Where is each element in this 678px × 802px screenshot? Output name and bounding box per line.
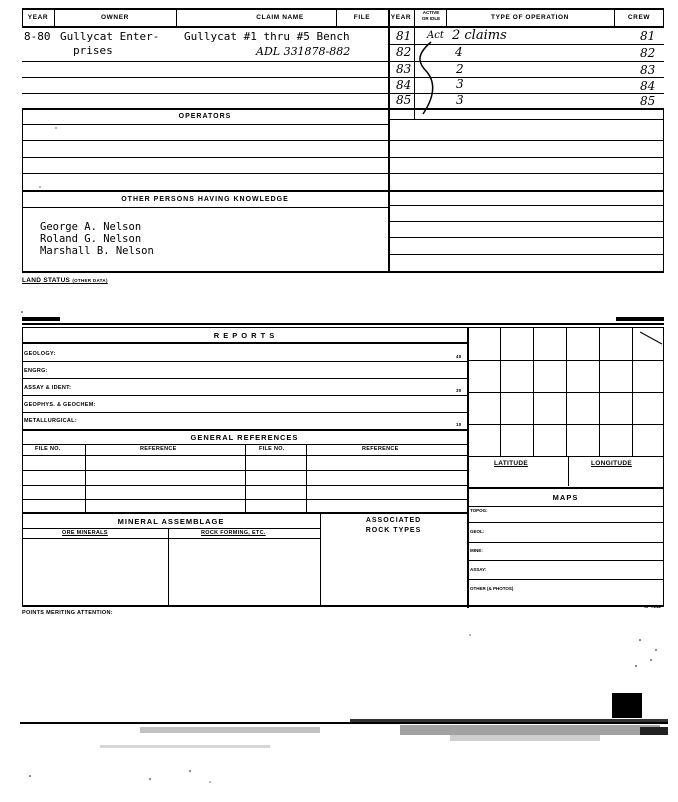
op-type-4: 3 bbox=[456, 77, 464, 91]
op-year-5: 85 bbox=[396, 93, 412, 107]
maps-mine: MINE: bbox=[470, 548, 483, 553]
mineral-title: MINERAL ASSEMBLAGE bbox=[117, 517, 225, 526]
claim-name: Gullycat #1 thru #5 Bench bbox=[184, 30, 350, 43]
op-type-2: 4 bbox=[455, 45, 463, 59]
op-crew-5: 85 bbox=[640, 94, 656, 108]
report-metallurgical: METALLURGICAL: bbox=[24, 418, 77, 424]
op-year-1: 81 bbox=[396, 29, 412, 43]
operators-title: OPERATORS bbox=[178, 113, 232, 120]
maps-assay: ASSAY: bbox=[470, 567, 487, 572]
report-metallurgical-num: 10 bbox=[456, 422, 462, 427]
op-crew-3: 83 bbox=[640, 63, 656, 77]
gr-file-no-2: FILE NO. bbox=[259, 446, 285, 452]
op-crew-2: 82 bbox=[640, 46, 656, 60]
op-year-2: 82 bbox=[396, 45, 412, 59]
report-geology: GEOLOGY: bbox=[24, 351, 56, 357]
header-year-2: YEAR bbox=[390, 14, 412, 21]
op-crew-1: 81 bbox=[640, 29, 656, 43]
gr-file-no: FILE NO. bbox=[35, 446, 61, 452]
report-assay: ASSAY & IDENT: bbox=[24, 385, 72, 391]
knowledge-title: OTHER PERSONS HAVING KNOWLEDGE bbox=[121, 196, 289, 203]
claim-year: 8-80 bbox=[24, 30, 51, 43]
general-references-title: GENERAL REFERENCES bbox=[190, 433, 299, 442]
op-year-4: 84 bbox=[396, 78, 412, 92]
mineral-associated-2: ROCK TYPES bbox=[365, 527, 422, 534]
mineral-associated-1: ASSOCIATED bbox=[365, 517, 422, 524]
claim-owner-line1: Gullycat Enter- bbox=[60, 30, 160, 43]
header-owner: OWNER bbox=[101, 14, 129, 21]
person-1: George A. Nelson bbox=[40, 221, 142, 233]
op-crew-4: 84 bbox=[640, 79, 656, 93]
points-meriting-attention: POINTS MERITING ATTENTION: bbox=[22, 610, 113, 616]
maps-geol: GEOL: bbox=[470, 529, 485, 534]
header-active-2: OR IDLE bbox=[421, 16, 441, 21]
maps-title: MAPS bbox=[552, 493, 579, 502]
claim-adl-number: ADL 331878-882 bbox=[256, 45, 351, 58]
mineral-rock: ROCK FORMING, ETC. bbox=[201, 530, 266, 536]
form-number: SF 7212 bbox=[644, 604, 662, 609]
mineral-ore: ORE MINERALS bbox=[62, 530, 108, 536]
report-assay-num: 30 bbox=[456, 388, 462, 393]
person-2: Roland G. Nelson bbox=[40, 233, 142, 245]
report-engrg: ENGRG: bbox=[24, 368, 48, 374]
header-file: FILE bbox=[353, 14, 371, 21]
gr-reference: REFERENCE bbox=[140, 446, 177, 452]
op-type-5: 3 bbox=[456, 93, 464, 107]
longitude-label: LONGITUDE bbox=[591, 460, 632, 467]
person-3: Marshall B. Nelson bbox=[40, 245, 154, 257]
report-geophys: GEOPHYS. & GEOCHEM: bbox=[24, 402, 96, 408]
gr-reference-2: REFERENCE bbox=[362, 446, 399, 452]
land-status-sub: (OTHER DATA) bbox=[72, 278, 108, 283]
header-active-1: ACTIVE bbox=[422, 10, 440, 15]
latitude-label: LATITUDE bbox=[494, 460, 529, 467]
reports-title: R E P O R T S bbox=[213, 331, 276, 340]
header-year: YEAR bbox=[27, 14, 49, 21]
header-crew: CREW bbox=[627, 14, 651, 21]
claim-owner-line2: prises bbox=[73, 44, 113, 57]
header-type-of-operation: TYPE OF OPERATION bbox=[491, 14, 569, 21]
maps-topog: TOPOG: bbox=[470, 508, 488, 513]
op-type-3: 2 bbox=[456, 62, 464, 76]
op-year-3: 83 bbox=[396, 62, 412, 76]
report-geology-num: 40 bbox=[456, 354, 462, 359]
op-type-1: 2 claims bbox=[452, 28, 507, 43]
land-status-main: LAND STATUS bbox=[22, 277, 71, 284]
op-active-1: Act bbox=[427, 30, 444, 41]
maps-other: OTHER (& PHOTOS) bbox=[470, 586, 514, 591]
header-claim-name: CLAIM NAME bbox=[256, 14, 304, 21]
